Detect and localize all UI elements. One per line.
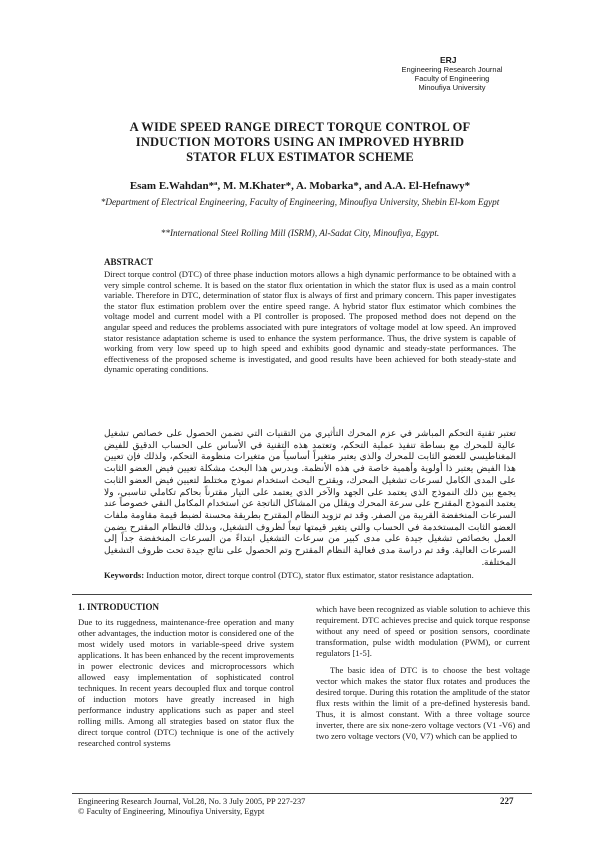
intro-heading: 1. INTRODUCTION [78, 602, 160, 612]
keywords-text: Induction motor, direct torque control (DTC), stator flux estimator, stator resistance adaptation. [146, 570, 474, 580]
keywords-label: Keywords: [104, 570, 145, 580]
journal-abbr: ERJ [440, 55, 457, 65]
divider-footer [72, 793, 532, 794]
intro-right-paragraph-1: which have been recognized as viable solution to achieve this requirement. DTC achieves precise and quick torque response without any need of speed or position sensors, coordinate transformation, pulse width modulation (PWM), or current regulators [1-5]. [316, 604, 530, 658]
intro-left-column: Due to its ruggedness, maintenance-free operation and many other advantages, the induction motor is considered one of the most widely used motors in variable-speed drive system applications. It has been enhanced by the recent improvements in power electronic devices and microprocessors which allowed easy implementation of sophisticated control techniques. In recent years decoupled flux and torque control of induction motors have greatly increased in high performance industry applications such as paper and steel rolling mills. Among all strategies based on stator flux the direct torque control (DTC) technique is one of the actively researched control systems [78, 617, 294, 748]
footer [78, 797, 305, 817]
intro-right-column [316, 604, 530, 748]
affiliation-2: **International Steel Rolling Mill (ISRM), Al-Sadat City, Minoufiya, Egypt. [160, 228, 440, 238]
intro-right-paragraph-2: The basic idea of DTC is to choose the best voltage vector which makes the stator flux rotates and produces the desired torque. During this rotation the amplitude of the stator flux rests within the limit of a pre-defined hysteresis band. Thus, it is almost constant. With a three voltage source inverter, there are six none-zero voltage vectors (V1 -V6) and two zero voltage vectors (V0, V7) which can be applied to [316, 665, 530, 741]
page-number: 227 [500, 796, 514, 806]
keywords [104, 570, 516, 581]
affiliation-1: *Department of Electrical Engineering, Faculty of Engineering, Minoufiya University, Shebin El-kom Egypt [100, 197, 500, 207]
journal-header [392, 56, 512, 92]
paper-authors: Esam E.Wahdan*ª, M. M.Khater*, A. Mobarka*, and A.A. El-Hefnawy* [129, 180, 471, 192]
divider-top [72, 594, 532, 595]
abstract-heading: ABSTRACT [104, 257, 154, 267]
abstract-english: Direct torque control (DTC) of three phase induction motors allows a high dynamic performance to be obtained with a very simple control scheme. It is based on the stator flux orientation in which the stator flux is used as a main control variable. Therefore in DTC, determination of stator flux is always of first and primary concern. This paper investigates the stator flux estimation problem over the entire speed range. A hybrid stator flux estimator which combines the voltage model and current model with a PI controller is proposed. The proposed method does not depend on the angular speed and reduces the problems associated with pure integrators of voltage model at low speed. An improved stator resistance adaptation scheme is used to enhance the system performance. Thus, the drive system is capable of working from very low speed up to high speed and exhibits good dynamic and steady-state performances. The effectiveness of the proposed scheme is investigated, and good results have been achieved for both steady-state and dynamic operating conditions. [104, 269, 516, 375]
paper-title: A WIDE SPEED RANGE DIRECT TORQUE CONTROL OF INDUCTION MOTORS USING AN IMPROVED HYBRID STATOR FLUX ESTIMATOR SCHEME [129, 120, 471, 164]
footer-copyright: © Faculty of Engineering, Minoufiya University, Egypt [78, 807, 265, 816]
footer-citation: Engineering Research Journal, Vol.28, No. 3 July 2005, PP 227-237 [78, 797, 306, 806]
journal-university: Minoufiya University [418, 83, 486, 92]
journal-faculty: Faculty of Engineering [414, 74, 490, 83]
journal-name: Engineering Research Journal [401, 65, 503, 74]
abstract-arabic: تعتبر تقنية التحكم المباشر في عزم المحرك التأثيري من التقنيات التي تضمن الحصول على خصائص تشغيل عالية للمحرك مع بساطة تنفيذ عملية التحكم، وتعتمد هذه التقنية في الأساس على الحساب الدقيق للفيض المغناطيسي للعضو الثابت للمحرك والذي يعتبر متغيراً أساسياً من متغيرات منظومة التحكم، ولذلك فإن تعيين هذا الفيض يعتبر ذا أولوية وأهمية خاصة في هذه الأنظمة. ويدرس هذا البحث مشكلة تعيين فيض العضو الثابت على المدى الكامل لسرعات تشغيل المحرك، ويقترح البحث استخدام نموذج مختلط لتعيين فيض العضو الثابت يجمع بين ذلك النموذج الذي يعتمد على الجهد والآخر الذي يعتمد على التيار مقترناً بحاكم تكاملي تناسبي، ولا يعتمد النموذج المقترح على سرعة المحرك ويقلل من المشاكل الناتجة عن استخدام المكامل النقي خصوصاً عند السرعات المنخفضة القريبة من الصفر. وقد تم تزويد النظام المقترح بطريقة محسنة لضبط قيمة مقاومة ملفات العضو الثابت المستخدمة في الحساب والتي يتغير قيمتها تبعاً لظروف التشغيل، وبذلك فالنظام المقترح يضمن العمل بخصائص تشغيل جيدة على مدى كبير من سرعات التشغيل ابتداءً من السرعات المنخفضة جداً إلى السرعات العالية. وقد تم دراسة مدى فعالية النظام المقترح وتم الحصول على نتائج جيدة تحت ظروف التشغيل المختلفة. [104, 428, 516, 567]
